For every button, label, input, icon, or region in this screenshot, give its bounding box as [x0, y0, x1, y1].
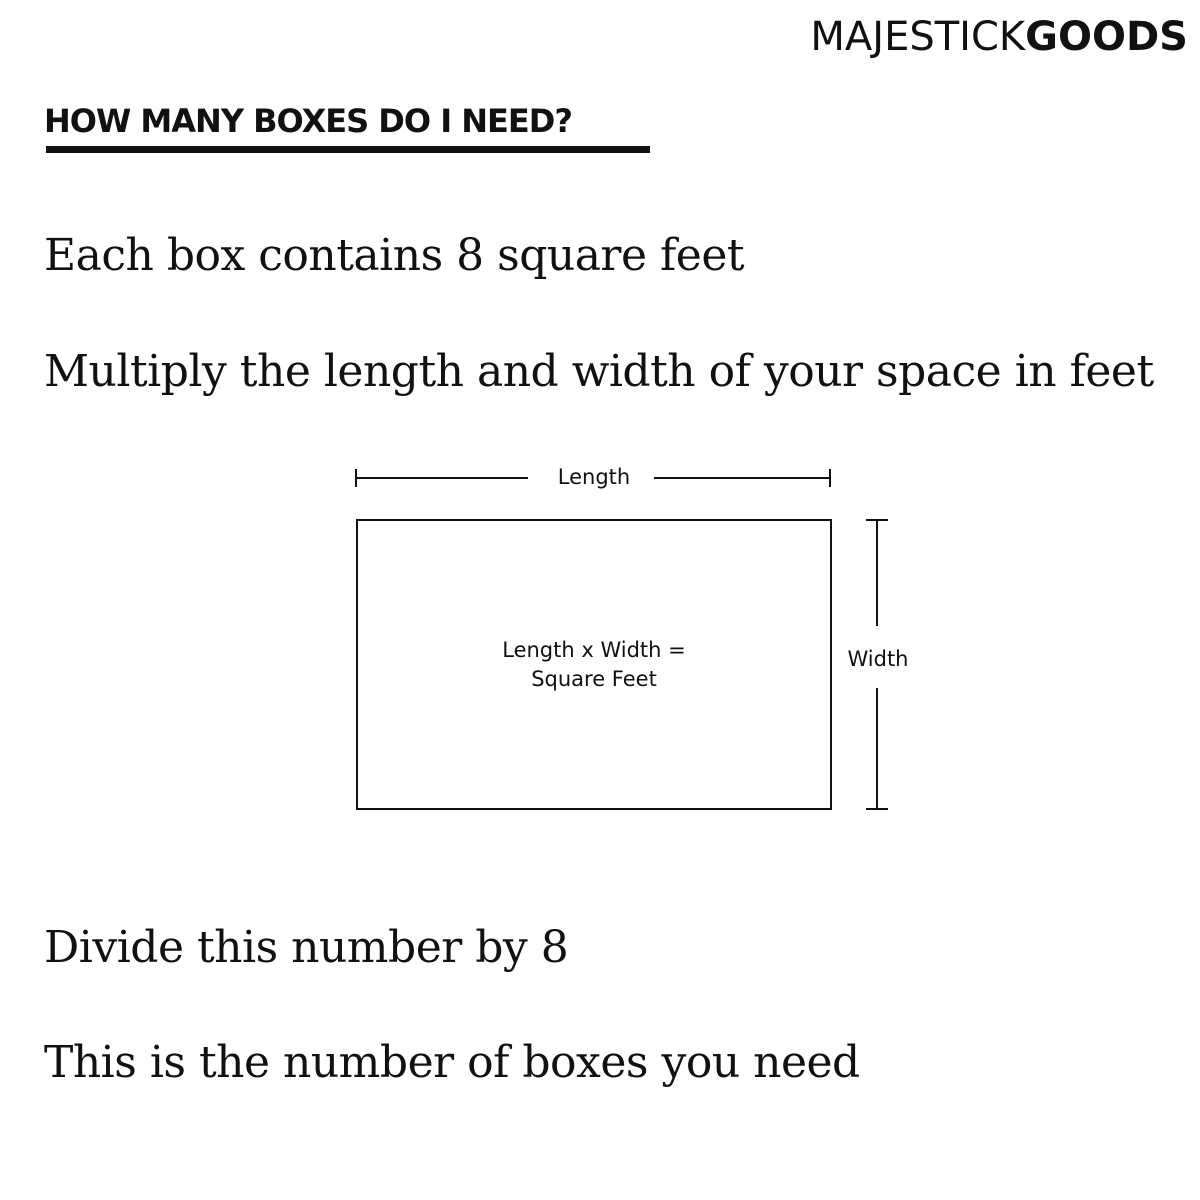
brand-name-bold: GOODS: [1025, 14, 1188, 60]
step-1-text: Each box contains 8 square feet: [44, 230, 745, 281]
brand-name-light: MAJESTICK: [810, 14, 1026, 60]
area-rectangle: [357, 520, 831, 809]
formula-line-1: Length x Width =: [502, 638, 686, 662]
step-2-text: Multiply the length and width of your space in feet: [44, 346, 1154, 397]
length-dimension: [356, 465, 830, 489]
step-4-text: This is the number of boxes you need: [44, 1037, 860, 1088]
width-label: Width: [847, 647, 909, 671]
length-label: Length: [557, 465, 631, 489]
page-title: HOW MANY BOXES DO I NEED?: [44, 102, 572, 140]
step-3-text: Divide this number by 8: [44, 922, 569, 973]
width-dimension: [847, 520, 908, 809]
formula-line-2: Square Feet: [531, 667, 657, 691]
